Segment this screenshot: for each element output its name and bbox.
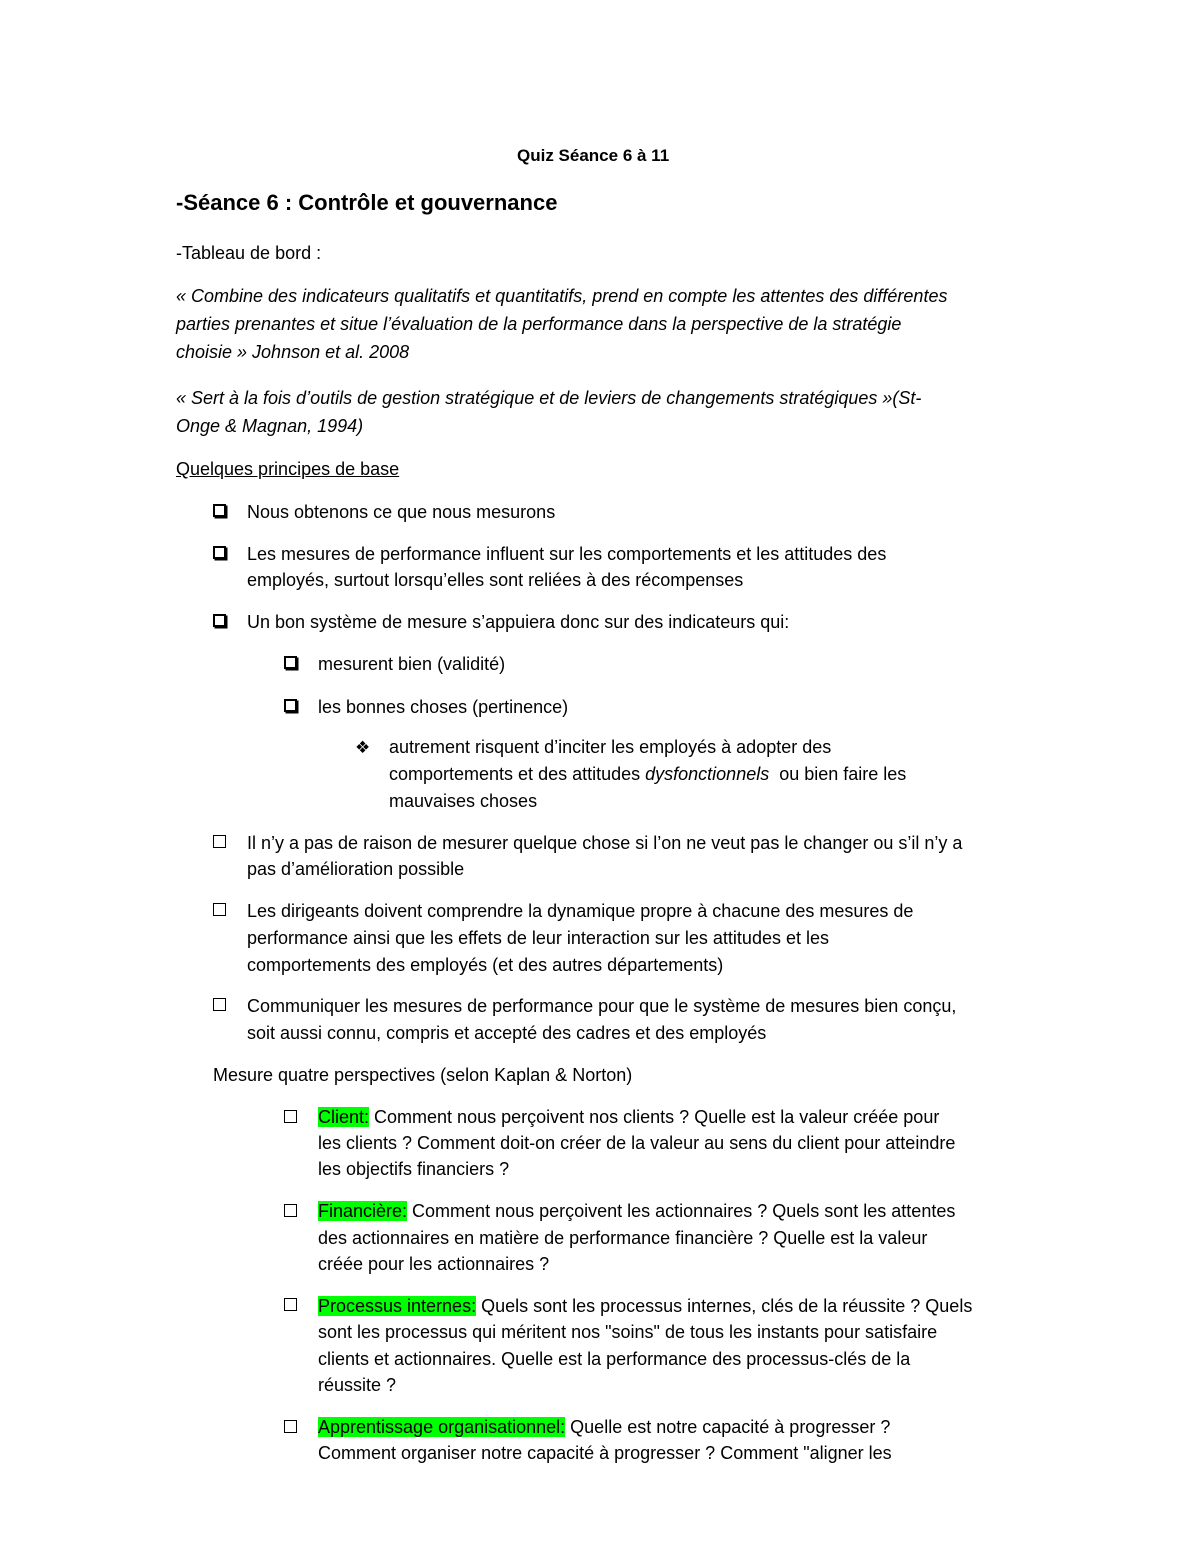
principle-line: Nous obtenons ce que nous mesurons [247, 502, 556, 522]
checkbox-bullet-icon [213, 835, 226, 848]
sub-item: mesurent bien (validité) [318, 654, 506, 674]
principle-line: Les dirigeants doivent comprendre la dynamique propre à chacune des mesures de [247, 901, 914, 921]
perspective-line: les objectifs financiers ? [318, 1159, 510, 1179]
checkbox-bullet-icon [284, 1420, 297, 1433]
highlighted-label: Client: [318, 1107, 370, 1127]
diamond-line: autrement risquent d’inciter les employés à adopter des [389, 737, 832, 757]
perspective-line: Comment organiser notre capacité à progresser ? Comment "aligner les [318, 1443, 892, 1463]
checkbox-bullet-icon [284, 1110, 297, 1123]
diamond-line: mauvaises choses [389, 791, 538, 811]
principle-line: pas d’amélioration possible [247, 859, 465, 879]
perspective-line: les clients ? Comment doit-on créer de la valeur au sens du client pour atteindre [318, 1133, 956, 1153]
quote2-line: « Sert à la fois d’outils de gestion stratégique et de leviers de changements stratégiques »(St- [176, 388, 922, 408]
diamond-line-post: ou bien faire les [769, 764, 907, 784]
tableau-label: -Tableau de bord : [176, 243, 322, 263]
perspective-processus [318, 1293, 972, 1320]
checkbox-bullet-icon [213, 998, 226, 1011]
principle-line: Il n’y a pas de raison de mesurer quelque chose si l’on ne veut pas le changer ou s’il n’y a [247, 833, 963, 853]
quote1-line: « Combine des indicateurs qualitatifs et quantitatifs, prend en compte les attentes des différentes [176, 286, 948, 306]
highlighted-label: Apprentissage organisationnel: [318, 1417, 566, 1437]
principle-line: Un bon système de mesure s’appuiera donc sur des indicateurs qui: [247, 612, 790, 632]
checkbox-bullet-icon [213, 546, 226, 559]
perspective-apprentissage [318, 1414, 890, 1441]
checkbox-bullet-icon [213, 903, 226, 916]
diamond-line [389, 761, 906, 788]
perspective-text: Quels sont les processus internes, clés de la réussite ? Quels [476, 1296, 973, 1316]
principle-line: Communiquer les mesures de performance pour que le système de mesures bien conçu, [247, 996, 957, 1016]
perspective-line: sont les processus qui méritent nos "soins" de tous les instants pour satisfaire [318, 1322, 938, 1342]
diamond-line-italic: dysfonctionnels [645, 764, 770, 784]
perspective-line: réussite ? [318, 1375, 397, 1395]
quote2-line: Onge & Magnan, 1994) [176, 416, 364, 436]
page-title: Quiz Séance 6 à 11 [517, 146, 670, 165]
principle-line: employés, surtout lorsqu’elles sont reliées à des récompenses [247, 570, 744, 590]
highlighted-label: Processus internes: [318, 1296, 477, 1316]
checkbox-bullet-icon [284, 1298, 297, 1311]
perspective-text: Comment nous perçoivent les actionnaires ? Quels sont les attentes [407, 1201, 956, 1221]
quote1-line: parties prenantes et situe l’évaluation de la performance dans la perspective de la stratégie [176, 314, 902, 334]
perspective-line: clients et actionnaires. Quelle est la performance des processus-clés de la [318, 1349, 911, 1369]
principle-line: soit aussi connu, compris et accepté des cadres et des employés [247, 1023, 767, 1043]
checkbox-bullet-icon [284, 699, 297, 712]
principle-line: comportements des employés (et des autres départements) [247, 955, 724, 975]
sub-item: les bonnes choses (pertinence) [318, 697, 569, 717]
perspective-client [318, 1104, 939, 1131]
checkbox-bullet-icon [213, 614, 226, 627]
highlighted-label: Financière: [318, 1201, 408, 1221]
principle-line: Les mesures de performance influent sur les comportements et les attitudes des [247, 544, 887, 564]
checkbox-bullet-icon [284, 1204, 297, 1217]
checkbox-bullet-icon [284, 656, 297, 669]
principle-line: performance ainsi que les effets de leur interaction sur les attitudes et les [247, 928, 829, 948]
perspective-line: créée pour les actionnaires ? [318, 1254, 550, 1274]
perspective-financiere [318, 1198, 955, 1225]
section-heading: -Séance 6 : Contrôle et gouvernance [176, 190, 558, 215]
diamond-line-pre: comportements et des attitudes [389, 764, 646, 784]
diamond-bullet-icon: ❖ [355, 738, 371, 757]
perspective-text: Comment nous perçoivent nos clients ? Quelle est la valeur créée pour [369, 1107, 940, 1127]
principles-heading: Quelques principes de base [176, 459, 400, 479]
checkbox-bullet-icon [213, 504, 226, 517]
quote1-line: choisie » Johnson et al. 2008 [176, 342, 410, 362]
perspective-line: des actionnaires en matière de performance financière ? Quelle est la valeur [318, 1228, 928, 1248]
perspectives-intro: Mesure quatre perspectives (selon Kaplan & Norton) [213, 1065, 633, 1085]
perspective-text: Quelle est notre capacité à progresser ? [565, 1417, 891, 1437]
